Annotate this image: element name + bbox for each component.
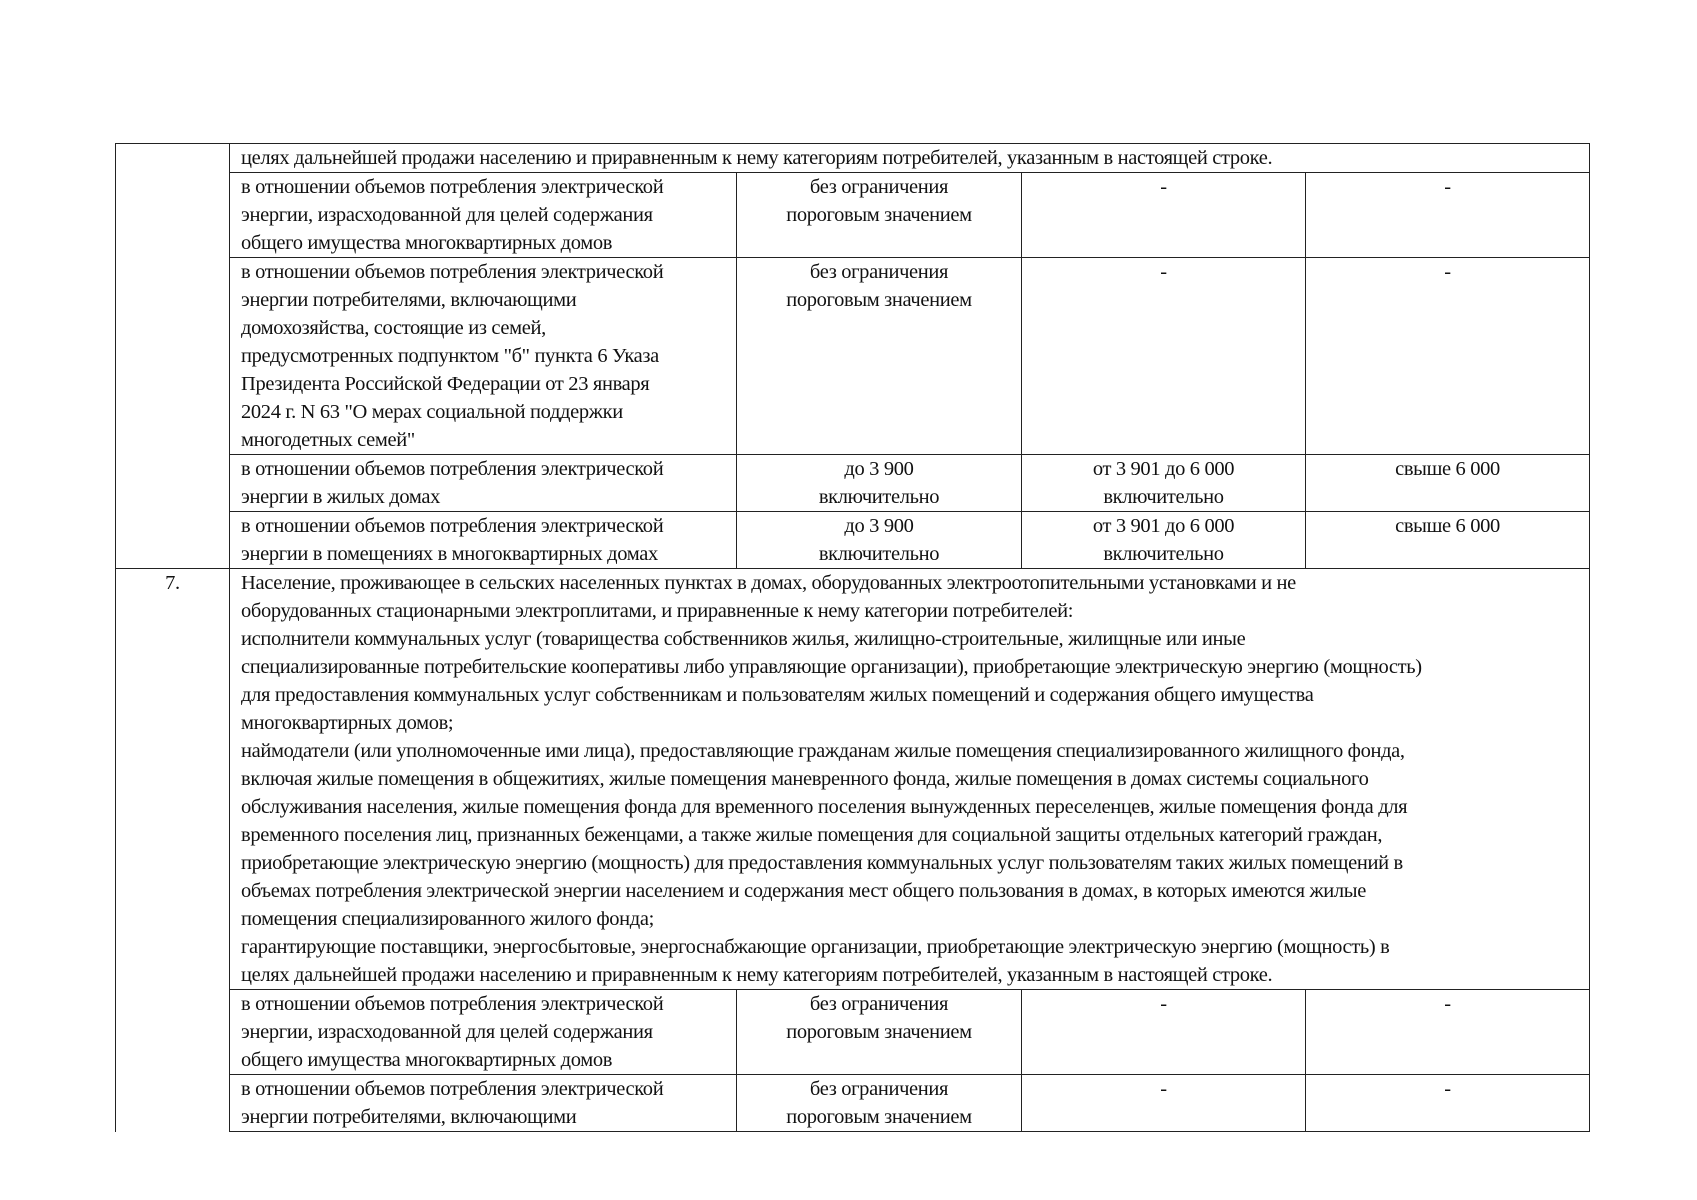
row-value-third-range: свыше 6 000 [1306,512,1590,569]
table-row [116,455,1590,512]
table-row [116,144,1590,173]
table-row [116,258,1590,455]
row-description: в отношении объемов потребления электрической энергии, израсходованной для целей содержания общего имущества многоквартирных домов [230,990,737,1075]
row-value-second-range: от 3 901 до 6 000 включительно [1022,512,1306,569]
table-row [116,173,1590,258]
row-value-third-range: - [1306,258,1590,455]
table-row [116,1075,1590,1132]
tariff-table [115,143,1590,1132]
table-row [116,569,1590,990]
row-value-third-range: - [1306,173,1590,258]
document-page [115,143,1589,1132]
number-cell-empty [116,144,230,569]
row-value-first-range: до 3 900 включительно [737,455,1022,512]
table-row [116,512,1590,569]
table-row [116,990,1590,1075]
row-value-second-range: от 3 901 до 6 000 включительно [1022,455,1306,512]
row-value-first-range: без ограничения пороговым значением [737,173,1022,258]
row-value-first-range: без ограничения пороговым значением [737,258,1022,455]
row-value-second-range: - [1022,990,1306,1075]
row-value-third-range: свыше 6 000 [1306,455,1590,512]
section-number: 7. [116,569,230,1132]
row-value-first-range: без ограничения пороговым значением [737,990,1022,1075]
row-value-second-range: - [1022,258,1306,455]
row-value-third-range: - [1306,1075,1590,1132]
continuation-text: целях дальнейшей продажи населению и приравненным к нему категориям потребителей, указанным в настоящей строке. [230,144,1590,173]
row-value-third-range: - [1306,990,1590,1075]
row-description: в отношении объемов потребления электрической энергии в жилых домах [230,455,737,512]
row-description: в отношении объемов потребления электрической энергии в помещениях в многоквартирных домах [230,512,737,569]
row-description: в отношении объемов потребления электрической энергии, израсходованной для целей содержания общего имущества многоквартирных домов [230,173,737,258]
row-value-second-range: - [1022,1075,1306,1132]
section-header-text: Население, проживающее в сельских населенных пунктах в домах, оборудованных электроотопительными установками и не оборудованных стационарными электроплитами, и приравненные к нему категории потребителей: исполнители коммунальных услуг (товарищества собственников жилья, жилищно-строительные, жилищные или иные специализированные потребительские кооперативы либо управляющие организации), приобретающие электрическую энергию (мощность) для предоставления коммунальных услуг собственникам и пользователям жилых помещений и содержания общего имущества многоквартирных домов; наймодатели (или уполномоченные ими лица), предоставляющие гражданам жилые помещения специализированного жилищного фонда, включая жилые помещения в общежитиях, жилые помещения маневренного фонда, жилые помещения в домах системы социального обслуживания населения, жилые помещения фонда для временного поселения вынужденных переселенцев, жилые помещения фонда для временного поселения лиц, признанных беженцами, а также жилые помещения для социальной защиты отдельных категорий граждан, приобретающие электрическую энергию (мощность) для предоставления коммунальных услуг пользователям таких жилых помещений в объемах потребления электрической энергии населением и содержания мест общего пользования в домах, в которых имеются жилые помещения специализированного жилого фонда; гарантирующие поставщики, энергосбытовые, энергоснабжающие организации, приобретающие электрическую энергию (мощность) в целях дальнейшей продажи населению и приравненным к нему категориям потребителей, указанным в настоящей строке. [230,569,1590,990]
row-value-first-range: без ограничения пороговым значением [737,1075,1022,1132]
row-value-first-range: до 3 900 включительно [737,512,1022,569]
row-description: в отношении объемов потребления электрической энергии потребителями, включающими домохозяйства, состоящие из семей, предусмотренных подпунктом "б" пункта 6 Указа Президента Российской Федерации от 23 января 2024 г. N 63 "О мерах социальной поддержки многодетных семей" [230,258,737,455]
row-value-second-range: - [1022,173,1306,258]
row-description: в отношении объемов потребления электрической энергии потребителями, включающими [230,1075,737,1132]
